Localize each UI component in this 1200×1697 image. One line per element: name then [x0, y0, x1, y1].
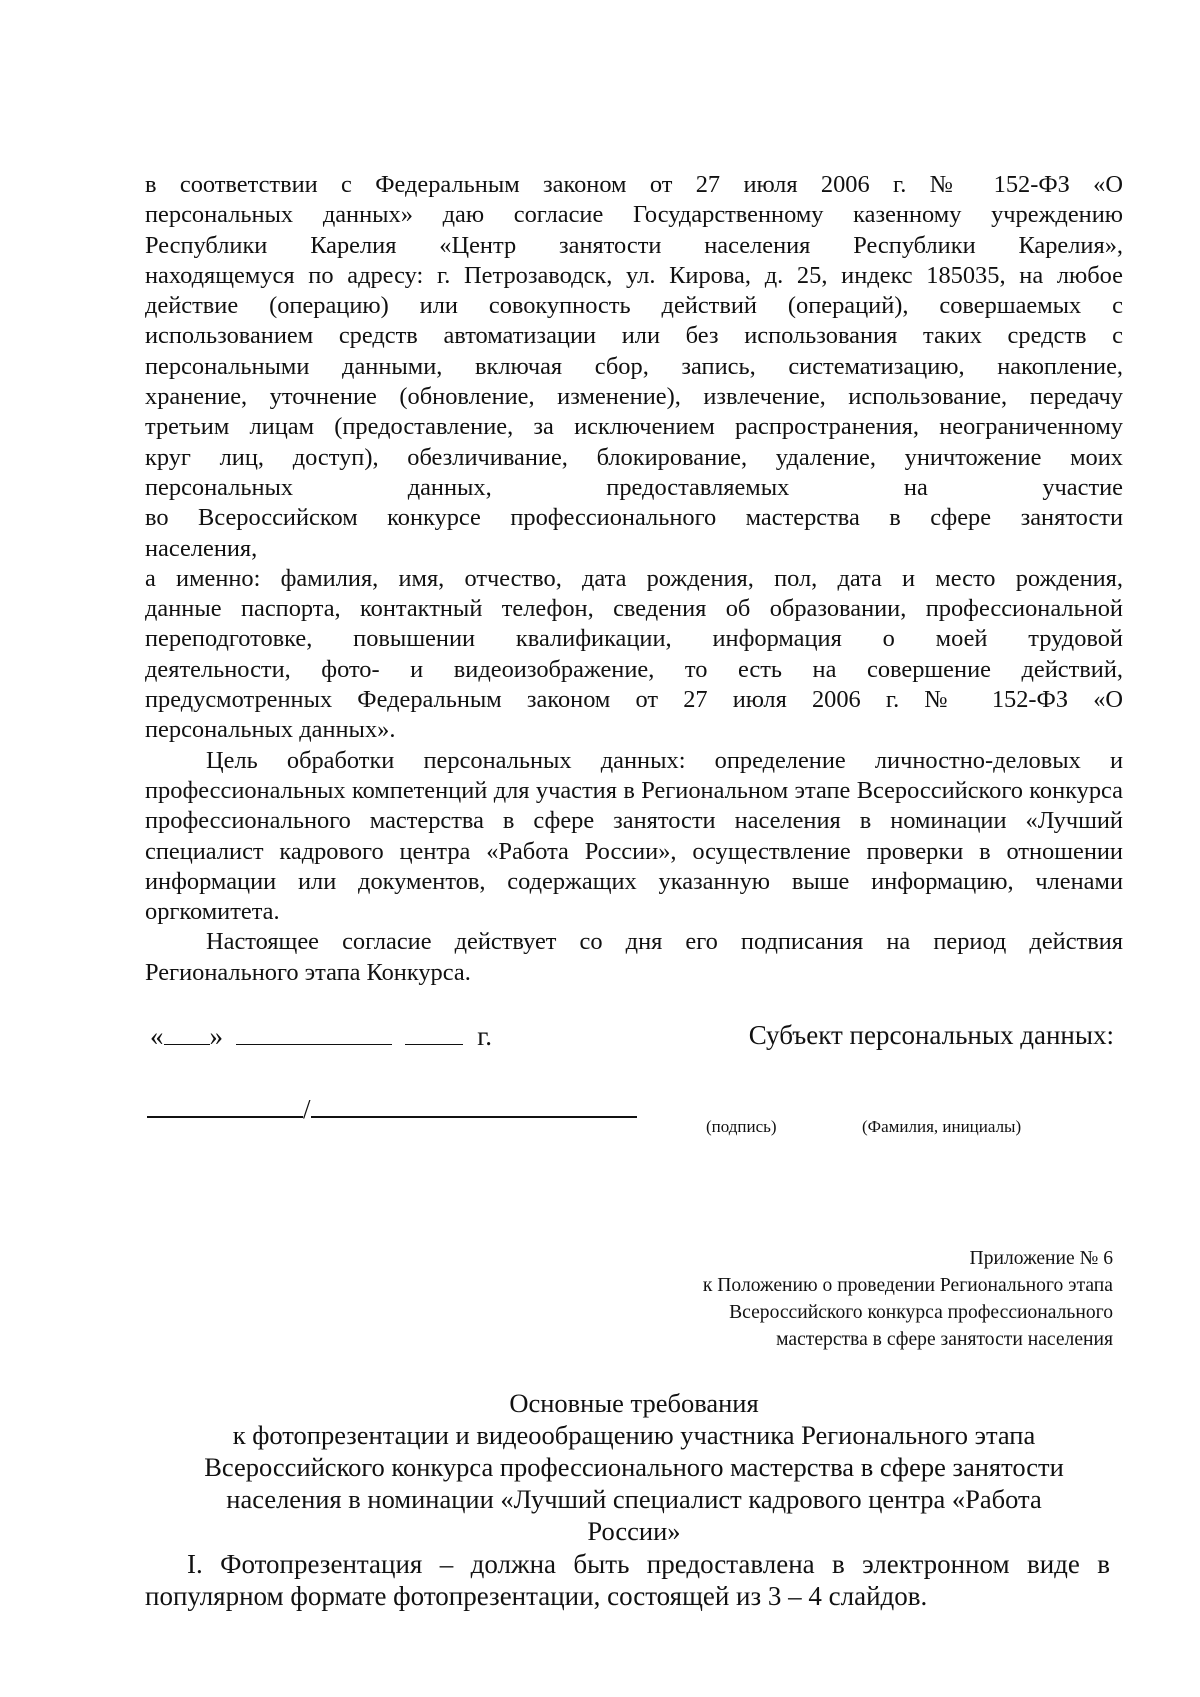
close-quote: »	[209, 1021, 223, 1051]
open-quote: «	[150, 1021, 164, 1051]
section-photo-presentation	[145, 1548, 1110, 1612]
validity-paragraph: Настоящее согласие действует со дня его подписания на период действия Регионального этапа Конкурса.	[145, 928, 1123, 986]
consent-paragraph-1	[145, 170, 1123, 564]
title-line: к фотопрезентации и видеообращению участника Регионального этапа	[232, 1420, 1036, 1450]
year-blank[interactable]	[405, 1020, 463, 1045]
consent-line: хранение, уточнение (обновление, изменение), извлечение, использование, передачу	[145, 383, 1123, 411]
consent-line: круг лиц, доступ), обезличивание, блокирование, удаление, уничтожение моих	[145, 443, 1123, 471]
annex-line: к Положению о проведении Регионального этапа	[702, 1275, 1113, 1296]
consent-line: данные паспорта, контактный телефон, сведения об образовании, профессиональной	[145, 595, 1123, 623]
annex-line: мастерства в сфере занятости населения	[776, 1329, 1113, 1350]
consent-line: персональных данных» даю согласие Государственному казенному учреждению	[145, 201, 1123, 229]
annex-line: Всероссийского конкурса профессионального	[729, 1302, 1113, 1323]
consent-line: населения,	[145, 534, 258, 562]
annex-header	[553, 1245, 1113, 1353]
consent-line: использованием средств автоматизации или без использования таких средств с	[145, 322, 1123, 350]
consent-line: переподготовке, повышении квалификации, информация о моей трудовой	[145, 625, 1123, 653]
consent-line: находящемуся по адресу: г. Петрозаводск, ул. Кирова, д. 25, индекс 185035, на любое	[145, 261, 1123, 289]
signature-slash: /	[303, 1094, 311, 1124]
title-line: России»	[587, 1516, 681, 1546]
consent-line: действие (операцию) или совокупность действий (операций), совершаемых с	[145, 292, 1123, 320]
consent-line: а именно: фамилия, имя, отчество, дата рождения, пол, дата и место рождения,	[145, 564, 1123, 592]
subject-label: Субъект персональных данных:	[748, 1020, 1114, 1050]
consent-line: персональными данными, включая сбор, запись, систематизацию, накопление,	[145, 352, 1123, 380]
annex-line: Приложение № 6	[969, 1248, 1113, 1269]
consent-line: третьим лицам (предоставление, за исключением распространения, неограниченному	[145, 413, 1123, 441]
signature-caption: (подпись)	[706, 1117, 777, 1136]
year-suffix: г.	[477, 1021, 493, 1051]
consent-text	[145, 170, 1123, 988]
signature-blank[interactable]	[147, 1090, 303, 1118]
name-blank[interactable]	[311, 1090, 637, 1118]
requirements-title	[145, 1387, 1123, 1547]
section-1-text: I. Фотопрезентация – должна быть предоставлена в электронном виде в популярном формате фотопрезентации, состоящей из 3 – 4 слайдов.	[145, 1549, 1110, 1611]
consent-line: в соответствии с Федеральным законом от 27 июля 2006 г. № 152-ФЗ «О	[145, 171, 1123, 198]
consent-line: предусмотренных Федеральным законом от 27 июля 2006 г. № 152-ФЗ «О	[145, 686, 1123, 714]
consent-line: персональных данных».	[145, 716, 396, 744]
name-caption: (Фамилия, инициалы)	[862, 1117, 1022, 1136]
month-blank[interactable]	[236, 1020, 392, 1045]
date-line	[150, 1020, 492, 1052]
purpose-paragraph: Цель обработки персональных данных: определение личностно-деловых и профессиональных компетенций для участия в Региональном этапе Всероссийского конкурса профессионального мастерства в сфере занятости населения в номинации «Лучший специалист кадрового центра «Работа России», осуществление проверки в отношении информации или документов, содержащих указанную выше информацию, членами оргкомитета.	[145, 746, 1123, 926]
title-line: населения в номинации «Лучший специалист кадрового центра «Работа	[226, 1484, 1042, 1514]
consent-paragraph-2	[145, 564, 1123, 746]
day-blank[interactable]	[164, 1020, 210, 1045]
consent-line: во Всероссийском конкурсе профессионального мастерства в сфере занятости	[145, 504, 1123, 532]
title-line: Всероссийского конкурса профессионального мастерства в сфере занятости	[204, 1452, 1064, 1482]
consent-line: Республики Карелия «Центр занятости населения Республики Карелия»,	[145, 231, 1123, 259]
consent-line: деятельности, фото- и видеоизображение, то есть на совершение действий,	[145, 655, 1123, 683]
title-line: Основные требования	[509, 1388, 759, 1418]
signature-line	[147, 1090, 637, 1125]
consent-line: персональных данных, предоставляемых на участие	[145, 473, 1123, 501]
